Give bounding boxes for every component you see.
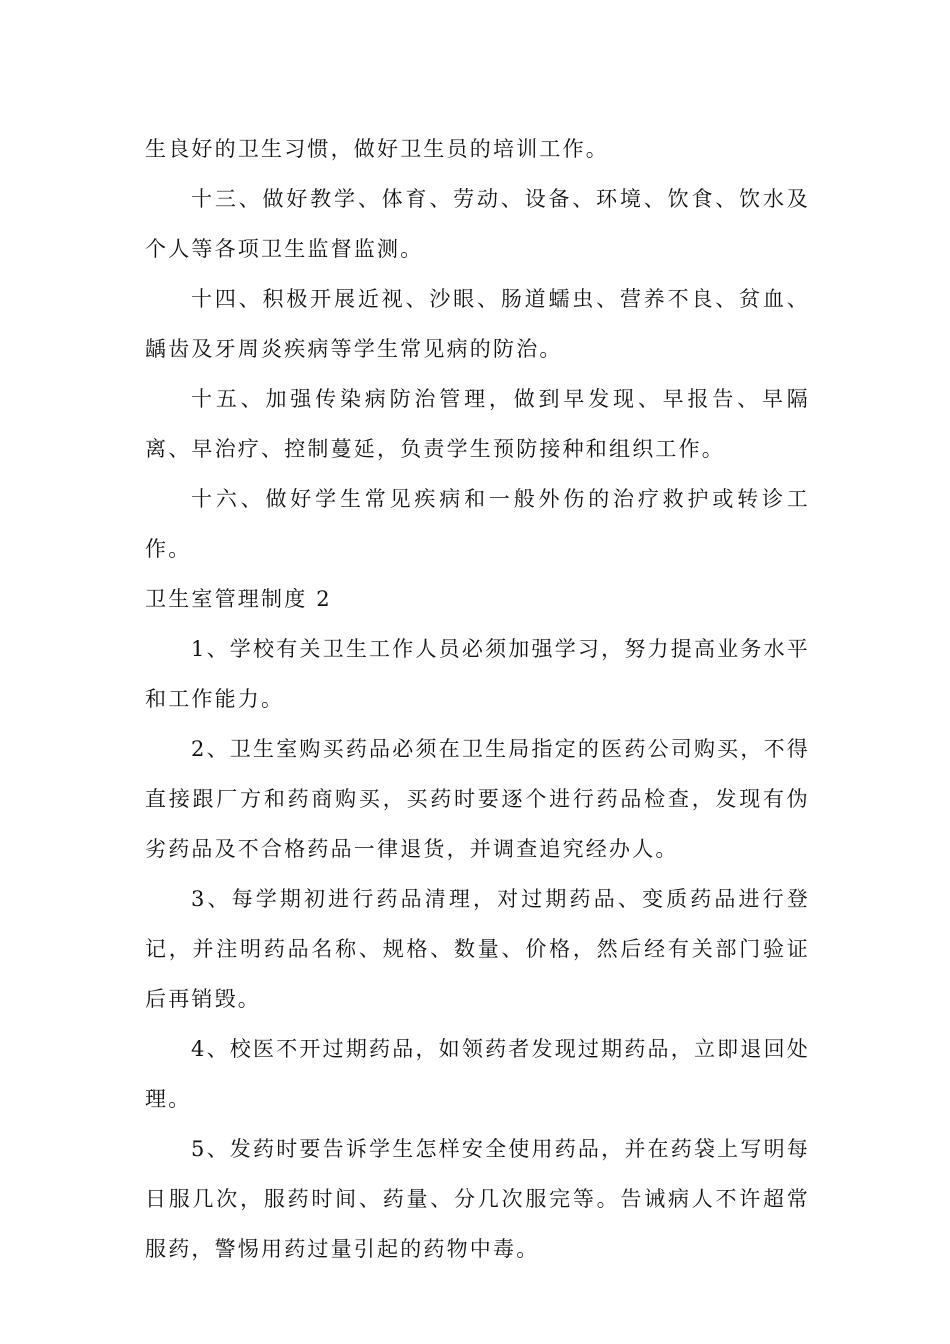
- paragraph-item-16: 十六、做好学生常见疾病和一般外伤的治疗救护或转诊工作。: [145, 487, 810, 561]
- rule-item-1: 1、学校有关卫生工作人员必须加强学习，努力提高业务水平和工作能力。: [145, 637, 810, 711]
- paragraph-item-14: 十四、积极开展近视、沙眼、肠道蠕虫、营养不良、贫血、龋齿及牙周炎疾病等学生常见病的防治。: [145, 287, 810, 361]
- paragraph-continuation: 生良好的卫生习惯，做好卫生员的培训工作。: [145, 137, 609, 161]
- paragraph-item-15: 十五、加强传染病防治管理，做到早发现、早报告、早隔离、早治疗、控制蔓延，负责学生预防接种和组织工作。: [145, 387, 810, 461]
- rule-item-2: 2、卫生室购买药品必须在卫生局指定的医药公司购买，不得直接跟厂方和药商购买，买药时要逐个进行药品检查，发现有伪劣药品及不合格药品一律退货，并调查追究经办人。: [145, 737, 810, 861]
- rule-item-3: 3、每学期初进行药品清理，对过期药品、变质药品进行登记，并注明药品名称、规格、数量、价格，然后经有关部门验证后再销毁。: [145, 887, 810, 1011]
- paragraph-item-13: 十三、做好教学、体育、劳动、设备、环境、饮食、饮水及个人等各项卫生监督监测。: [145, 187, 810, 261]
- document-body: [145, 124, 810, 1274]
- section-title: 卫生室管理制度 2: [145, 587, 332, 611]
- rule-item-5: 5、发药时要告诉学生怎样安全使用药品，并在药袋上写明每日服几次，服药时间、药量、分几次服完等。告诫病人不许超常服药，警惕用药过量引起的药物中毒。: [145, 1137, 810, 1261]
- rule-item-4: 4、校医不开过期药品，如领药者发现过期药品，立即退回处理。: [145, 1037, 810, 1111]
